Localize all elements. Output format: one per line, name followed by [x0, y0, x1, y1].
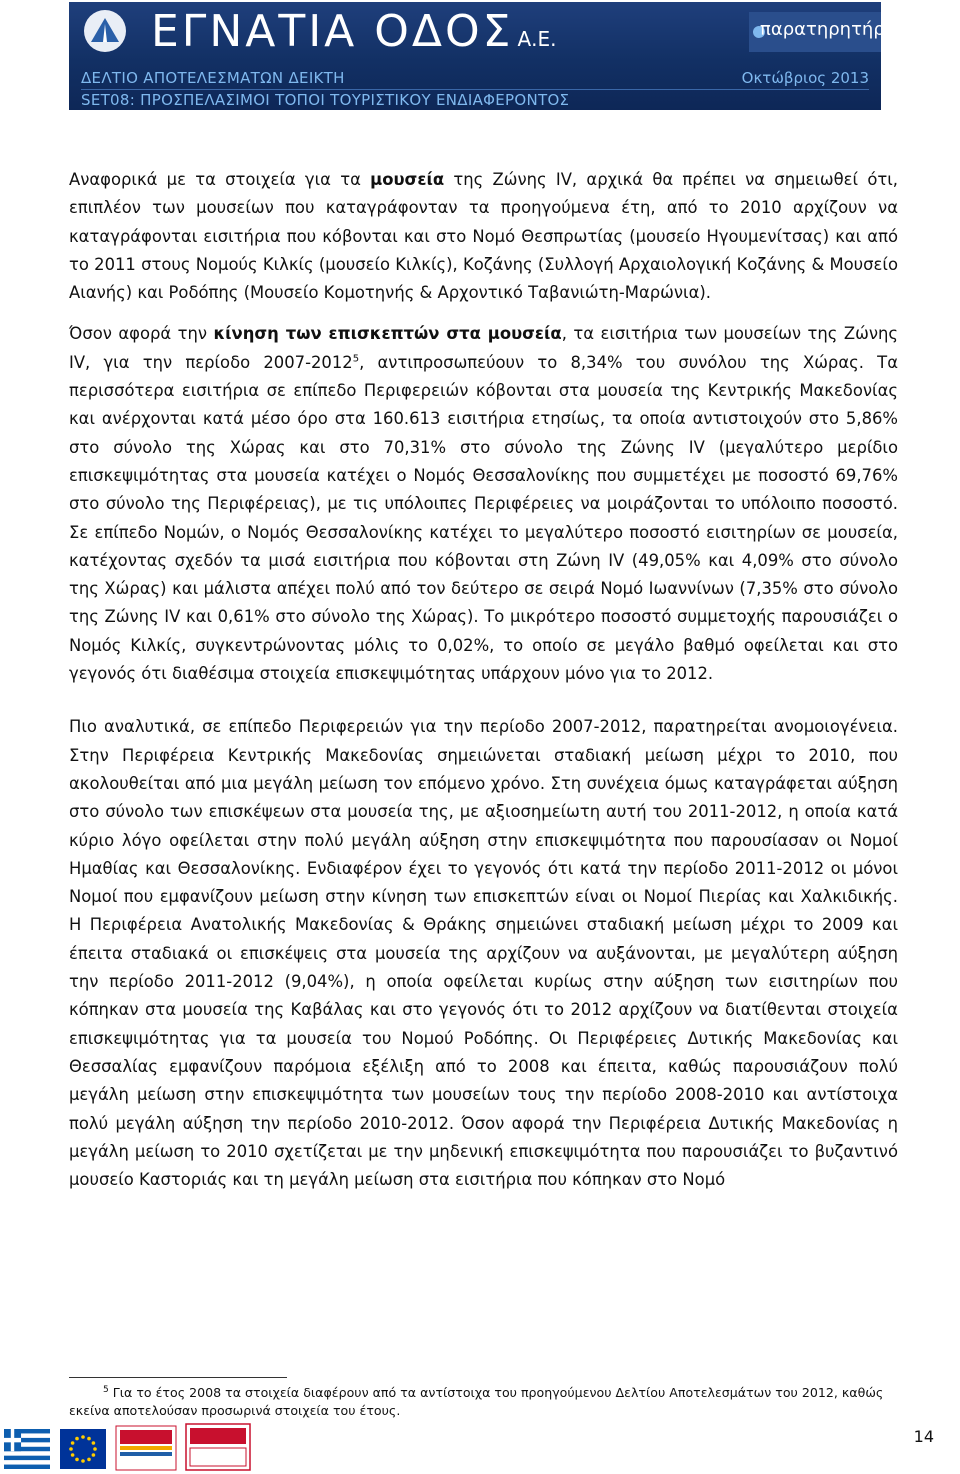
bulletin-title: ΔΕΛΤΙΟ ΑΠΟΤΕΛΕΣΜΑΤΩΝ ΔΕΙΚΤΗ: [81, 69, 345, 87]
bulletin-date: Οκτώβριος 2013: [741, 69, 869, 87]
espa-logo-icon: [116, 1426, 176, 1470]
footnote-number: 5: [103, 1384, 109, 1395]
p1-bold-museums: μουσεία: [370, 170, 445, 189]
header-banner: [69, 2, 902, 110]
p1-text-c: της Ζώνης IV, αρχικά θα πρέπει να σημειωθεί ότι, επιπλέον των μουσείων που καταγράφονταν τα προηγούμενα έτη, από το 2010 αρχίζουν να καταγράφονται εισιτήρια που κόβονται και στο Νομό Θεσπρωτίας (μουσείο Ηγουμενίτσας) και από το 2011 στους Νομούς Κιλκίς (μουσείο Κιλκίς), Κοζάνης (Συλλογή Αρχαιολογική Κοζάνης & Μουσείο Αιανής) και Ροδόπης (Μουσείο Κομοτηνής & Αρχοντικό Ταβανιώτη-Μαρώνια).: [69, 170, 898, 303]
greek-flag-icon: [4, 1429, 50, 1469]
p2-text-d: , αντιπροσωπεύουν το 8,34% του συνόλου της Χώρας. Τα περισσότερα εισιτήρια σε επίπεδο Περιφερειών κόβονται στα μουσεία της Κεντρικής Μακεδονίας και ανέρχονται κατά μέσο όρο στα 160.613 εισιτήρια ετησίως, τα οποία αντιστοιχούν στο 5,86% στο σύνολο της Χώρας και στο 70,31% στο σύνολο της Ζώνης IV (μεγαλύτερο μερίδιο επισκεψιμότητας στα μουσεία κατέχει ο Νομός Θεσσαλονίκης που συμμετέχει με ποσοστό 69,76% στο σύνολο της Περιφέρειας), με τις υπόλοιπες Περιφέρειες να μοιράζονται το υπόλοιπο ποσοστό. Σε επίπεδο Νομών, ο Νομός Θεσσαλονίκης κατέχει το μεγαλύτερο ποσοστό εισιτηρίων σε μουσεία, κατέχοντας σχεδόν τα μισά εισιτήρια που κόβονται στη Ζώνη IV (49,05% και 4,09% στο σύνολο της Χώρας) και μάλιστα απέχει πολύ από τον δεύτερο σε σειρά Νομό Ιωαννίνων (7,35% στο σύνολο της Ζώνης IV και 0,61% στο σύνολο της Χώρας). Το μικρότερο ποσοστό συμμετοχής παρουσιάζει ο Νομός Κιλκίς, συγκεντρώνοντας μόλις το 0,02%, το οποίο σε μεγάλο βαθμό οφείλεται και στο γεγονός ότι διαθέσιμα στοιχεία επισκεψιμότητας υπάρχουν μόνο για το 2012.: [69, 352, 898, 684]
road-emblem-icon: [79, 8, 131, 54]
document-body: [69, 166, 898, 1194]
bulletin-subtitle: SET08: ΠΡΟΣΠΕΛΑΣΙΜΟΙ ΤΟΠΟΙ ΤΟΥΡΙΣΤΙΚΟΥ ΕΝΔΙΑΦΕΡΟΝΤΟΣ: [81, 91, 570, 109]
eu-flag-icon: [60, 1429, 106, 1469]
paragraph-museums-intro: [69, 166, 898, 307]
p1-text-a: Αναφορικά με τα στοιχεία για τα: [69, 170, 371, 189]
page-number: 14: [913, 1427, 934, 1446]
ep-ep-logo-graphic: [186, 1424, 250, 1470]
paragraph-regional-analysis: Πιο αναλυτικά, σε επίπεδο Περιφερειών για την περίοδο 2007-2012, παρατηρείται ανομοιογένεια. Στην Περιφέρεια Κεντρικής Μακεδονίας σημειώνεται σταδιακή μείωση μέχρι το 2010, που ακολουθείται από μια μεγάλη μείωση τον επόμενο χρόνο. Στη συνέχεια όμως καταγράφεται αύξηση στο σύνολο των επισκέψεων στα μουσεία της, με αξιοσημείωτη αυτή του 2011-2012, η οποία κατά κύριο λόγο οφείλεται στην πολύ μεγάλη αύξηση στην επισκεψιμότητα που παρουσίασαν οι Νομοί Ημαθίας και Θεσσαλονίκης. Ενδιαφέρον έχει το γεγονός ότι κατά την περίοδο 2011-2012 οι μόνοι Νομοί που εμφανίζουν μείωση στην κίνηση των επισκεπτών είναι οι Νομοί Πιερίας και Χαλκιδικής. Η Περιφέρεια Ανατολικής Μακεδονίας & Θράκης σημειώνει σταδιακή μείωση μέχρι το 2009 και έπειτα σταδιακά οι επισκέψεις στα μουσεία της αρχίζουν να αυξάνονται, με μεγαλύτερη αύξηση την περίοδο 2011-2012 (9,04%), η οποία οφείλεται κυρίως στην αύξηση των εισιτηρίων που κόπηκαν στα μουσεία της Καβάλας και στο γεγονός ότι το 2012 αρχίζουν να διατίθενται στοιχεία επισκεψιμότητας για τα μουσεία του Νομού Ροδόπης. Οι Περιφέρειες Δυτικής Μακεδονίας και Θεσσαλίας εμφανίζουν παρόμοια εξέλιξη από το 2008 και έπειτα, καθώς παρουσιάζουν πολύ μεγάλη μείωση στην επισκεψιμότητα των μουσείων τους την περίοδο 2008-2010 και αντίστοιχα πολύ μεγάλη αύξηση την περίοδο 2010-2012. Όσον αφορά την Περιφέρεια Δυτικής Μακεδονίας η μεγάλη μείωση το 2010 σχετίζεται με την μηδενική επισκεψιμότητα που παρουσιάζει το βυζαντινό μουσείο Καστοριάς και τη μεγάλη μείωση στα εισιτήρια που κόπηκαν στο Νομό: [69, 717, 898, 1190]
espa-logo-graphic: [116, 1426, 176, 1470]
footnote-divider: [69, 1377, 287, 1378]
footnote-5: [69, 1384, 898, 1420]
footnote-ref-5[interactable]: 5: [352, 353, 360, 365]
observatory-label: παρατηρητήριο: [760, 19, 902, 40]
brand-name: ΕΓΝΑΤΙΑ ΟΔΟΣ Α.Ε.: [151, 6, 557, 57]
paragraph-visitor-movement: [69, 320, 898, 688]
ep-ep-logo-icon: [186, 1424, 250, 1470]
footnote-text: Για το έτος 2008 τα στοιχεία διαφέρουν από τα αντίστοιχα του προηγούμενου Δελτίου Αποτελεσμάτων του 2012, καθώς εκείνα αποτελούσαν προσωρινά στοιχεία του έτους.: [69, 1385, 884, 1418]
brand-suffix: Α.Ε.: [517, 27, 557, 51]
p2-text-a: Όσον αφορά την: [69, 324, 214, 344]
p2-bold-visitors: κίνηση των επισκεπτών στα μουσεία: [213, 324, 562, 344]
p2-text-c: , τα εισιτήρια των μουσείων της Ζώνης IV, για την περίοδο 2007-2012: [69, 324, 898, 372]
